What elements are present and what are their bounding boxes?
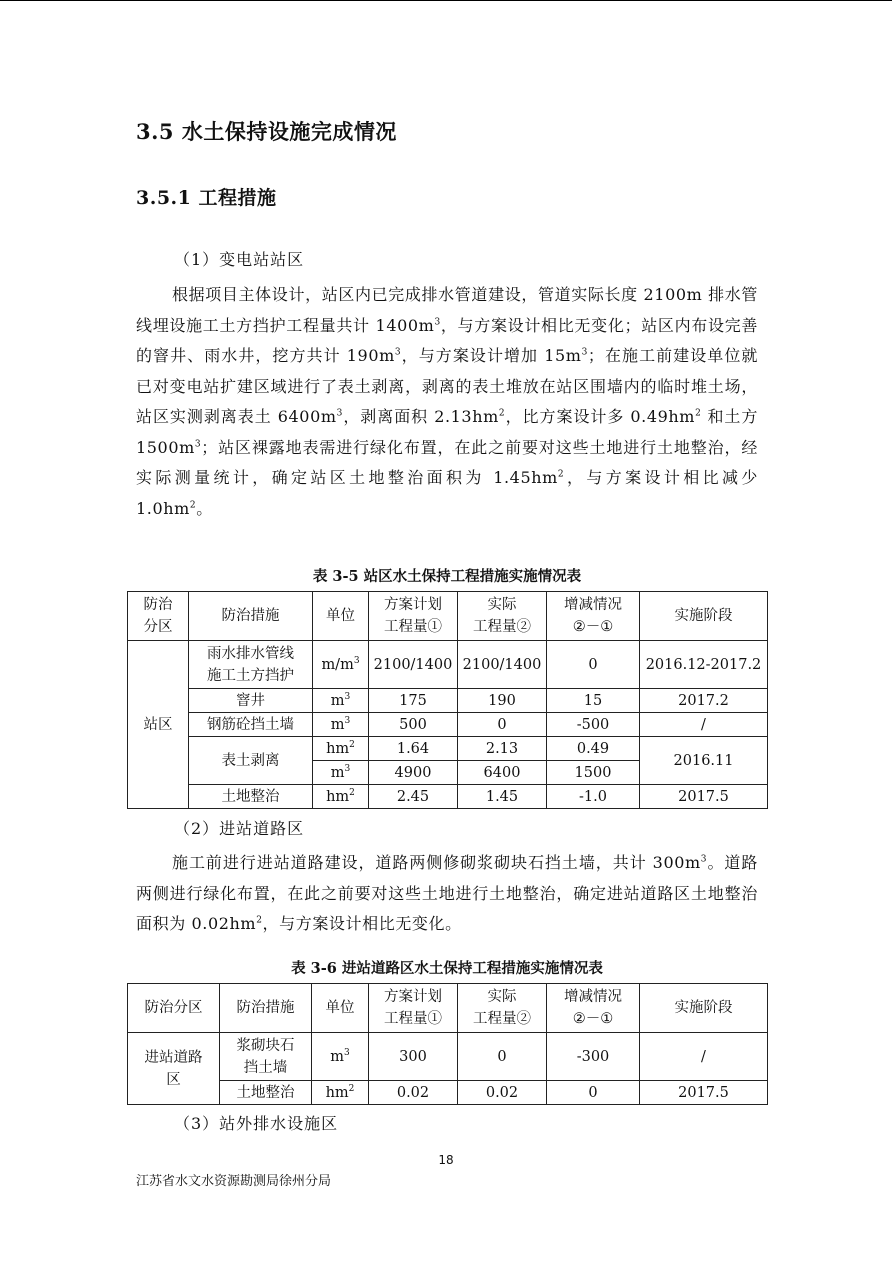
subsection-substation-area: （1）变电站站区 — [174, 250, 305, 269]
measure-cell: 土地整治 — [220, 1081, 312, 1105]
table-row — [128, 713, 768, 737]
header-cell: 防治分区 — [128, 984, 220, 1033]
stage-cell: 2017.2 — [640, 689, 768, 713]
diff-cell: -500 — [547, 713, 640, 737]
page-number: 18 — [438, 1153, 454, 1167]
stage-cell: 2017.5 — [640, 785, 768, 809]
unit-cell: $m^3$ — [313, 761, 369, 785]
measure-cell: 表土剥离 — [189, 737, 313, 785]
stage-cell: 2016.11 — [640, 737, 768, 785]
header-cell: 防治措施 — [189, 592, 313, 641]
diff-cell: 15 — [547, 689, 640, 713]
header-cell: 增减情况 ②－① — [547, 984, 640, 1033]
actual-cell: 0.02 — [458, 1081, 547, 1105]
unit-cell: $hm^2$ — [313, 785, 369, 809]
actual-cell: 0 — [458, 713, 547, 737]
unit-cell: $m^3$ — [312, 1033, 369, 1081]
subsection-access-road-area: （2）进站道路区 — [174, 819, 305, 838]
table-row — [128, 1081, 768, 1105]
diff-cell: -1.0 — [547, 785, 640, 809]
zone-cell: 进站道路 区 — [128, 1033, 220, 1105]
unit-cell: $m^3$ — [313, 713, 369, 737]
zone-cell: 站区 — [128, 641, 189, 809]
table-row — [128, 737, 768, 761]
header-cell: 方案计划 工程量① — [369, 592, 458, 641]
plan-cell: 175 — [369, 689, 458, 713]
header-cell: 防治措施 — [220, 984, 312, 1033]
measure-cell: 钢筋砼挡土墙 — [189, 713, 313, 737]
measure-cell: 窨井 — [189, 689, 313, 713]
section-heading-3-5: 3.5 水土保持设施完成情况 — [136, 119, 397, 144]
stage-cell: / — [640, 713, 768, 737]
header-cell: 单位 — [312, 984, 369, 1033]
footer-organization: 江苏省水文水资源勘测局徐州分局 — [136, 1174, 332, 1189]
top-rule — [0, 0, 892, 1]
header-cell: 防治 分区 — [128, 592, 189, 641]
diff-cell: 0 — [547, 641, 640, 689]
stage-cell: / — [640, 1033, 768, 1081]
table-header-row — [128, 592, 768, 641]
plan-cell: 500 — [369, 713, 458, 737]
header-cell: 方案计划 工程量① — [369, 984, 458, 1033]
table-row — [128, 785, 768, 809]
header-cell: 实施阶段 — [640, 592, 768, 641]
actual-cell: 2100/1400 — [458, 641, 547, 689]
table-3-6 — [127, 983, 768, 1105]
header-cell: 单位 — [313, 592, 369, 641]
actual-cell: 2.13 — [458, 737, 547, 761]
table-3-5-caption: 表 3-5 站区水土保持工程措施实施情况表 — [312, 568, 582, 585]
header-cell: 实际 工程量② — [458, 592, 547, 641]
plan-cell: 4900 — [369, 761, 458, 785]
diff-cell: -300 — [547, 1033, 640, 1081]
unit-cell: $hm^2$ — [312, 1081, 369, 1105]
subsection-drainage-area: （3）站外排水设施区 — [174, 1114, 339, 1133]
paragraph-substation: 根据项目主体设计，站区内已完成排水管道建设，管道实际长度 2100m 排水管线埋设施工土方挡护工程量共计 $1400m^3$，与方案设计相比无变化；站区内布设完善的窨井、雨水井，挖方共计 $190m^3$，与方案设计增加 $15m^3$；在施工前建设单位就已对变电站扩建区域进行了表土剥离，剥离的表土堆放在站区围墙内的临时堆土场，站区实测剥离表土 $6400m^3$，剥离面积 $2.13hm^2$，比方案设计多 $0.49hm^2$ 和土方 $1500m^3$；站区裸露地表需进行绿化布置，在此之前要对这些土地进行土地整治，经实际测量统计，确定站区土地整治面积为 $1.45hm^2$，与方案设计相比减少 $1.0hm^2$。 — [136, 285, 758, 518]
stage-cell: 2017.5 — [640, 1081, 768, 1105]
actual-cell: 190 — [458, 689, 547, 713]
unit-cell: $hm^2$ — [313, 737, 369, 761]
diff-cell: 0.49 — [547, 737, 640, 761]
table-3-5 — [127, 591, 768, 809]
measure-cell: 浆砌块石 挡土墙 — [220, 1033, 312, 1081]
diff-cell: 0 — [547, 1081, 640, 1105]
header-cell: 实际 工程量② — [458, 984, 547, 1033]
plan-cell: 2.45 — [369, 785, 458, 809]
plan-cell: 300 — [369, 1033, 458, 1081]
measure-cell: 土地整治 — [189, 785, 313, 809]
actual-cell: 1.45 — [458, 785, 547, 809]
plan-cell: 1.64 — [369, 737, 458, 761]
stage-cell: 2016.12-2017.2 — [640, 641, 768, 689]
plan-cell: 0.02 — [369, 1081, 458, 1105]
table-row — [128, 1033, 768, 1081]
table-row — [128, 689, 768, 713]
plan-cell: 2100/1400 — [369, 641, 458, 689]
actual-cell: 0 — [458, 1033, 547, 1081]
header-cell: 实施阶段 — [640, 984, 768, 1033]
actual-cell: 6400 — [458, 761, 547, 785]
paragraph-access-road: 施工前进行进站道路建设，道路两侧修砌浆砌块石挡土墙，共计 $300m^3$。道路两侧进行绿化布置，在此之前要对这些土地进行土地整治，确定进站道路区土地整治面积为 $0.02hm^2$，与方案设计相比无变化。 — [136, 853, 758, 933]
unit-cell: $m^3$ — [313, 689, 369, 713]
diff-cell: 1500 — [547, 761, 640, 785]
section-heading-3-5-1: 3.5.1 工程措施 — [136, 187, 277, 209]
table-row — [128, 641, 768, 689]
unit-cell: $m/m^3$ — [313, 641, 369, 689]
measure-cell: 雨水排水管线 施工土方挡护 — [189, 641, 313, 689]
table-3-6-caption: 表 3-6 进站道路区水土保持工程措施实施情况表 — [291, 960, 603, 977]
header-cell: 增减情况 ②－① — [547, 592, 640, 641]
table-header-row — [128, 984, 768, 1033]
